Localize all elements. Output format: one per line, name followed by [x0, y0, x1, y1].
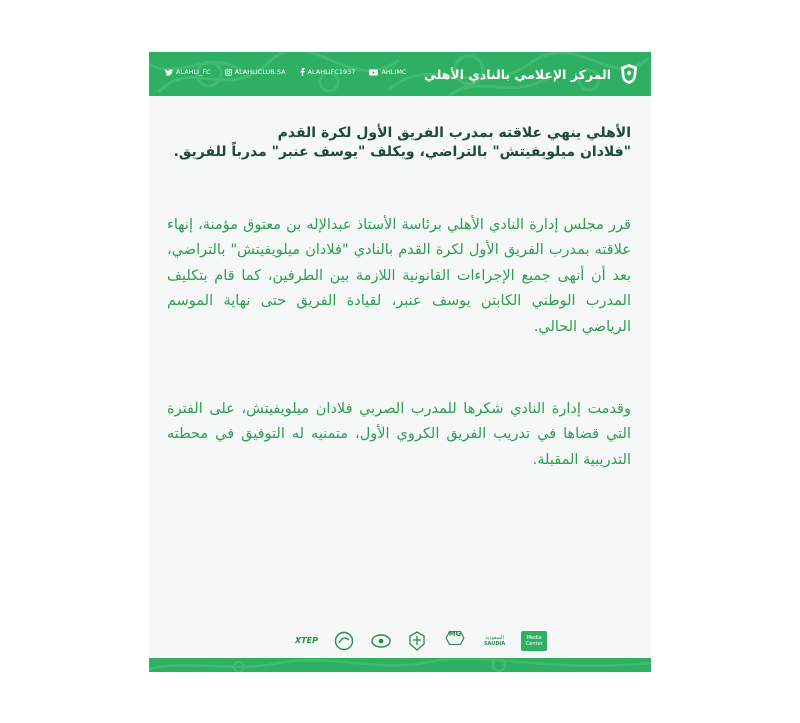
twitter-icon — [165, 69, 173, 76]
media-center-logo — [521, 631, 547, 651]
youtube-icon — [369, 69, 378, 76]
saudia-logo — [484, 630, 505, 652]
sponsor-emblem-logo — [408, 630, 426, 652]
saudia-logo-english: SAUDIA — [483, 641, 506, 647]
social-instagram-label: ALAHLICLUB.SA — [234, 68, 286, 76]
mg-logo-text: MG — [448, 630, 462, 638]
media-center-logo-line-2: Center — [525, 641, 543, 647]
media-center-logo-line-1: Media — [526, 635, 542, 641]
header-band — [149, 52, 651, 96]
body-paragraph-1: قرر مجلس إدارة النادي الأهلي برئاسة الأستاذ عبدالإله بن معتوق مؤمنة، إنهاء علاقته بمدرب الفريق الأول لكرة القدم بالنادي "فلادان ميلويفيتش" بالتراضي، بعد أن أنهى جميع الإجراءات القانونية اللازمة بين الطرفين، كما قام بتكليف المدرب الوطني الكابتن يوسف عنبر، لقيادة الفريق حتى نهاية الموسم الرياضي الحالي. — [167, 216, 631, 335]
sponsor-logos — [295, 630, 547, 652]
media-center-title: المركز الإعلامي بالنادي الأهلي — [424, 66, 611, 82]
footer-band — [149, 658, 651, 672]
sponsor-badge-icon — [334, 631, 354, 651]
headline — [161, 124, 631, 162]
sponsor-swirl-logo — [370, 630, 392, 652]
facebook-icon — [300, 68, 305, 76]
body-paragraph-2: وقدمت إدارة النادي شكرها للمدرب الصربي فلادان ميلويفيتش، على الفترة التي قضاها في تدريب الفريق الكروي الأول، متمنيه له التوفيق في محطته التدريبية المقبلة. — [167, 400, 631, 468]
footer-pattern — [149, 659, 651, 672]
mg-logo — [442, 630, 468, 652]
brand — [424, 62, 639, 86]
social-facebook-label: ALAHLIFC1937 — [307, 68, 356, 76]
sponsor-swirl-icon — [370, 631, 392, 651]
headline-line-2: "فلادان ميلويفيتش" بالتراضي، ويكلف "يوسف عنبر" مدرباً للفريق. — [173, 144, 631, 160]
instagram-icon — [225, 69, 232, 76]
social-facebook[interactable] — [300, 68, 356, 76]
sponsor-badge-logo — [334, 630, 354, 652]
social-youtube[interactable] — [369, 68, 406, 76]
social-twitter-label: ALAHLI_FC — [176, 68, 211, 76]
social-instagram[interactable] — [225, 68, 286, 76]
club-crest-icon — [619, 62, 639, 86]
press-release-sheet — [149, 52, 651, 672]
headline-line-1: الأهلي ينهي علاقته بمدرب الفريق الأول لكرة القدم — [277, 125, 631, 141]
sponsor-emblem-icon — [408, 631, 426, 651]
social-twitter[interactable] — [165, 68, 211, 76]
saudia-logo-arabic: السعودية — [485, 635, 504, 641]
social-youtube-label: AHLIMC — [381, 68, 407, 76]
social-links — [165, 68, 406, 76]
xtep-logo — [295, 630, 318, 652]
xtep-logo-text: XTEP — [295, 636, 318, 645]
